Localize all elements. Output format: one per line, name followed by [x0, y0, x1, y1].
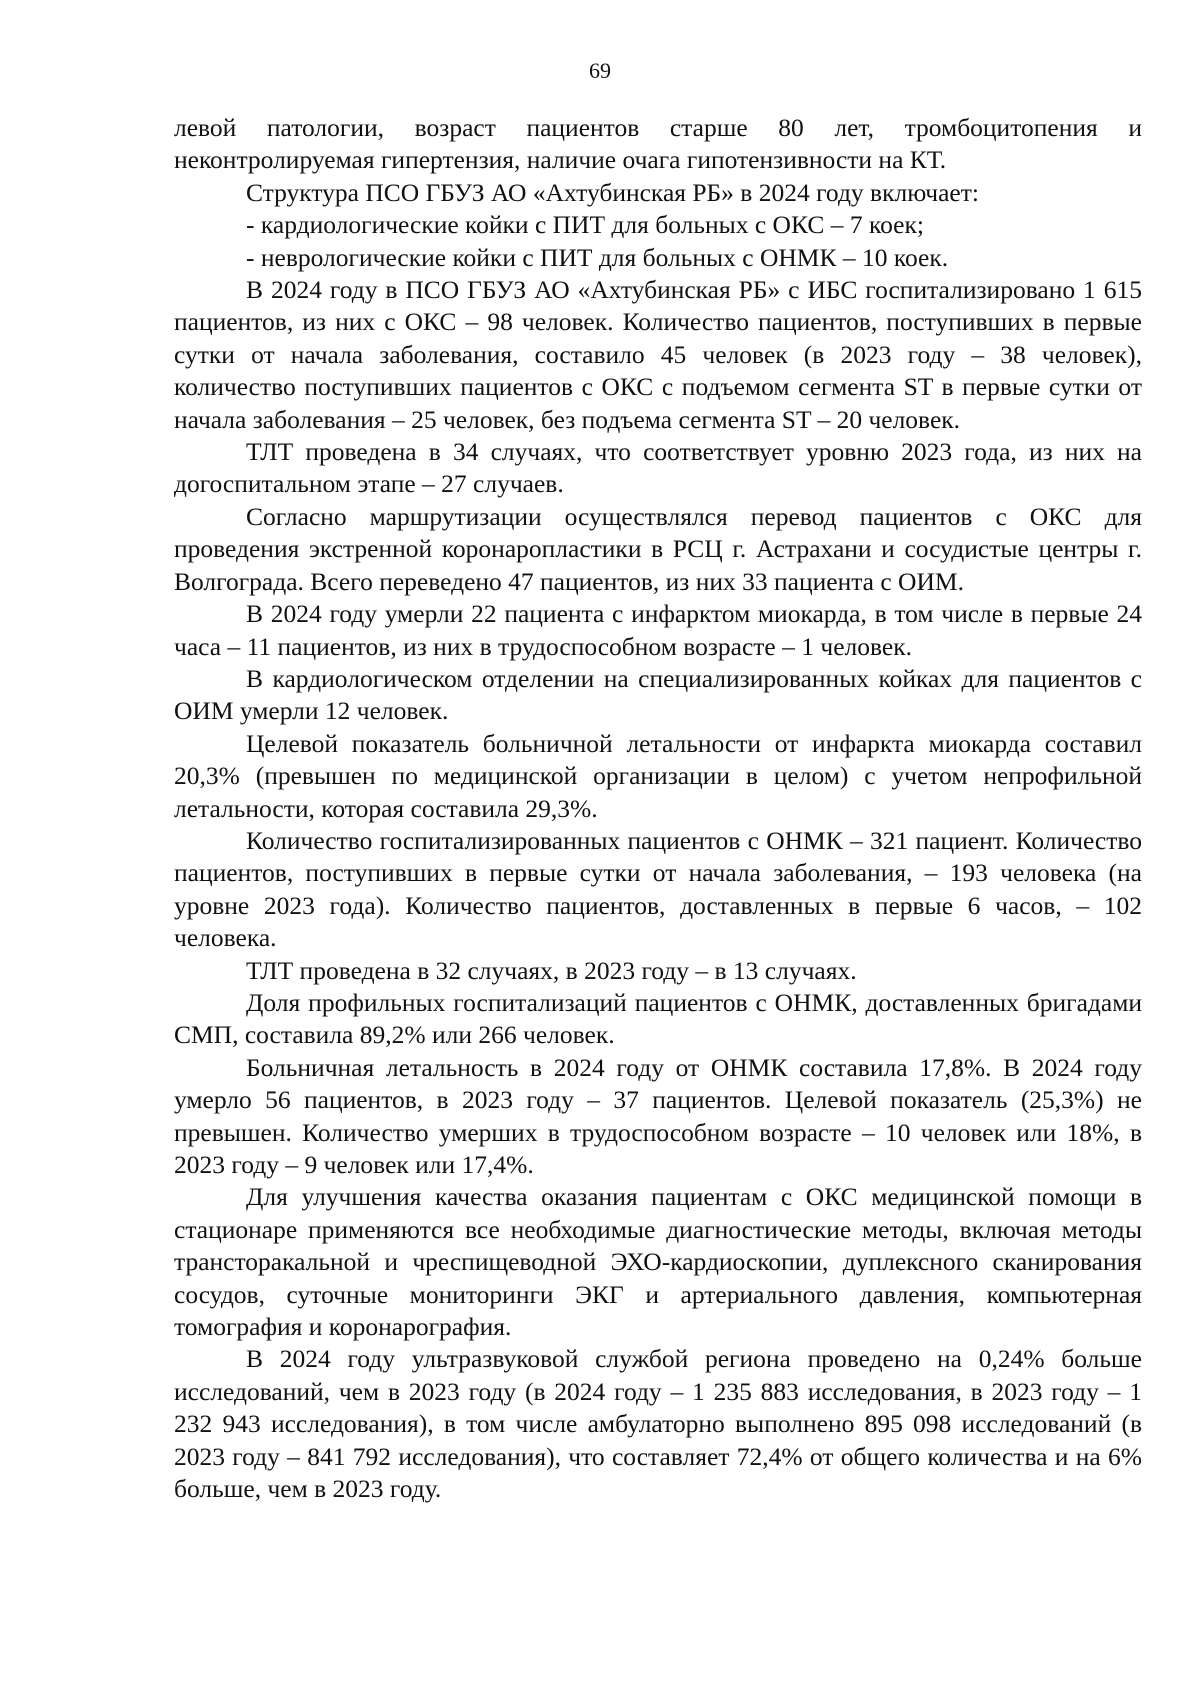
body-text [174, 112, 1142, 1505]
paragraph-mi-deaths: В 2024 году умерли 22 пациента с инфарктом миокарда, в том числе в первые 24 часа – 11 пациентов, из них в трудоспособном возрасте – 1 человек. [174, 599, 1142, 661]
paragraph-cardio-dept-deaths: В кардиологическом отделении на специализированных койках для пациентов с ОИМ умерли 12 человек. [174, 663, 1142, 726]
paragraph-stroke-mortality: Больничная летальность в 2024 году от ОНМК составила 17,8%. В 2024 году умерло 56 пациентов, в 2023 году – 37 пациентов. Целевой показатель (25,3%) не превышен. Количество умерших в трудоспособном возрасте – 10 человек или 18%, в 2023 году – 9 человек или 17,4%. [174, 1052, 1142, 1179]
paragraph-ems-share: Доля профильных госпитализаций пациентов с ОНМК, доставленных бригадами СМП, составила 89,2% или 266 человек. [174, 987, 1142, 1050]
paragraph-diagnostics: Для улучшения качества оказания пациентам с ОКС медицинской помощи в стационаре применяются все необходимые диагностические методы, включая методы трансторакальной и чреспищеводной ЭХО-кардиоскопии, дуплексного сканирования сосудов, суточные мониторинги ЭКГ и артериального давления, компьютерная томография и коронарография. [174, 1182, 1142, 1342]
paragraph-stroke-hospitalization: Количество госпитализированных пациентов с ОНМК – 321 пациент. Количество пациентов, поступивших в первые сутки от начала заболевания, – 193 человека (на уровне 2023 года). Количество пациентов, доставленных в первые 6 часов, – 102 человека. [174, 825, 1142, 953]
paragraph-structure-intro: Структура ПСО ГБУЗ АО «Ахтубинская РБ» в 2024 году включает: [246, 177, 979, 207]
paragraph-tlt-acs: ТЛТ проведена в 34 случаях, что соответствует уровню 2023 года, из них на догоспитальном этапе – 27 случаев. [174, 437, 1142, 499]
page-number: 69 [589, 58, 611, 83]
paragraph-continuation: левой патологии, возраст пациентов старше 80 лет, тромбоцитопения и неконтролируемая гипертензия, наличие очага гипотензивности на КТ. [174, 113, 1142, 175]
paragraph-ultrasound: В 2024 году ультразвуковой службой региона проведено на 0,24% больше исследований, чем в 2023 году (в 2024 году – 1 235 883 исследования, в 2023 году – 1 232 943 исследования), в том числе амбулаторно выполнено 895 098 исследований (в 2023 году – 841 792 исследования), что составляет 72,4% от общего количества и на 6% больше, чем в 2023 году. [174, 1344, 1142, 1504]
paragraph-routing: Согласно маршрутизации осуществлялся перевод пациентов с ОКС для проведения экстренной коронаропластики в РСЦ г. Астрахани и сосудистые центры г. Волгограда. Всего переведено 47 пациентов, из них 33 пациента с ОИМ. [174, 501, 1142, 596]
list-item-cardio-beds: - кардиологические койки с ПИТ для больных с ОКС – 7 коек; [246, 210, 924, 240]
list-item-neuro-beds: - неврологические койки с ПИТ для больных с ОНМК – 10 коек. [246, 242, 949, 272]
paragraph-ihd-hospitalization: В 2024 году в ПСО ГБУЗ АО «Ахтубинская РБ» с ИБС госпитализировано 1 615 пациентов, из них с ОКС – 98 человек. Количество пациентов, поступивших в первые сутки от начала заболевания, составило 45 человек (в 2023 году – 38 человек), количество поступивших пациентов с ОКС с подъемом сегмента ST в первые сутки от начала заболевания – 25 человек, без подъема сегмента ST – 20 человек. [174, 275, 1142, 434]
paragraph-mi-mortality-target: Целевой показатель больничной летальности от инфаркта миокарда составил 20,3% (превышен по медицинской организации в целом) с учетом непрофильной летальности, которая составила 29,3%. [174, 728, 1142, 823]
paragraph-tlt-stroke: ТЛТ проведена в 32 случаях, в 2023 году – в 13 случаях. [246, 955, 857, 985]
